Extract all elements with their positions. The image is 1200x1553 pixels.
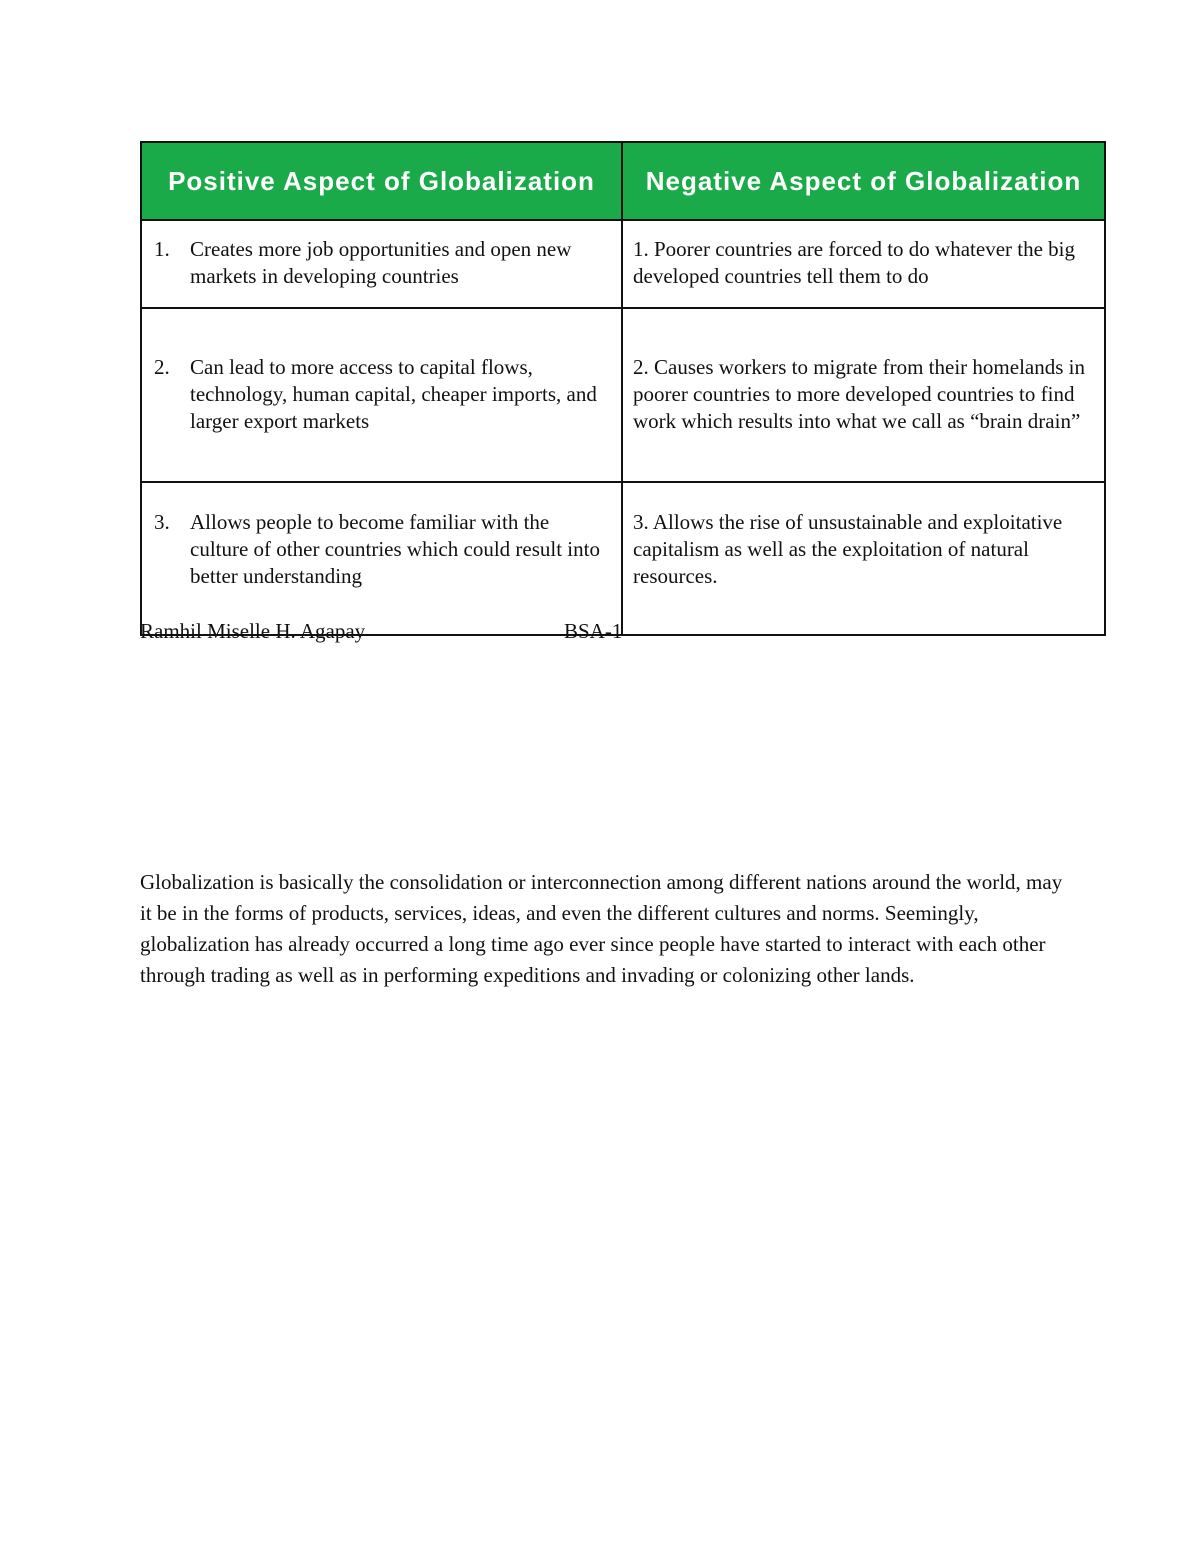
table-header-row [141,142,1105,220]
item-text: Creates more job opportunities and open new markets in developing countries [190,237,572,288]
table-row [141,482,1105,635]
class-section: BSA-1 [564,619,623,643]
author-line [140,616,740,646]
item-number: 3. [154,510,170,534]
item-number: 2. [154,354,170,379]
numbered-item [152,236,611,290]
numbered-item [152,354,611,435]
numbered-item [152,509,611,590]
positive-aspect-cell [141,482,622,635]
item-text: Can lead to more access to capital flows, technology, human capital, cheaper imports, and larger export markets [190,354,597,433]
author-name: Ramhil Miselle H. Agapay [140,619,366,643]
table-row [141,220,1105,308]
negative-aspect-header: Negative Aspect of Globalization [622,142,1105,220]
negative-aspect-cell: 3. Allows the rise of unsustainable and exploitative capitalism as well as the exploitation of natural resources. [622,482,1105,635]
negative-aspect-cell: 1. Poorer countries are forced to do whatever the big developed countries tell them to do [622,220,1105,308]
table-row [141,308,1105,482]
positive-aspect-header: Positive Aspect of Globalization [141,142,622,220]
positive-aspect-cell [141,308,622,482]
globalization-aspects-table [140,141,1106,636]
negative-aspect-cell: 2. Causes workers to migrate from their homelands in poorer countries to more developed countries to find work which results into what we call as “brain drain” [622,308,1105,482]
positive-aspect-cell [141,220,622,308]
item-text: Allows people to become familiar with the culture of other countries which could result into better understanding [190,510,600,588]
item-number: 1. [154,237,170,261]
essay-paragraph: Globalization is basically the consolidation or interconnection among different nations around the world, may it be in the forms of products, services, ideas, and even the different cultures and norms. Seemingly, globalization has already occurred a long time ago ever since people have started to interact with each other through trading as well as in performing expeditions and invading or colonizing other lands. [140,870,1063,987]
